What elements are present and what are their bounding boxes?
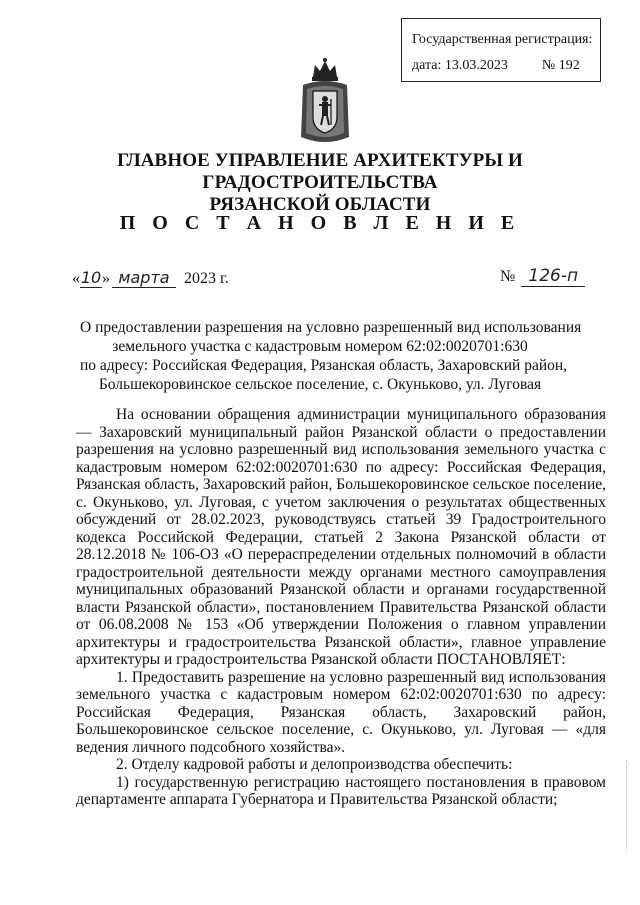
document-number-prefix: №: [500, 268, 516, 285]
registration-title: Государственная регистрация:: [412, 32, 593, 47]
document-number: [500, 266, 585, 287]
agency-line-1: ГЛАВНОЕ УПРАВЛЕНИЕ АРХИТЕКТУРЫ И ГРАДОСТРОИТЕЛЬСТВА: [117, 150, 523, 193]
item-2-paragraph: 2. Отделу кадровой работы и делопроизводства обеспечить:: [116, 756, 513, 773]
agency-line-2: РЯЗАНСКОЙ ОБЛАСТИ: [209, 194, 431, 215]
document-subject: [80, 318, 582, 394]
document-body: [76, 406, 606, 809]
agency-header: [0, 150, 640, 216]
document-number-handwritten: 126-п: [521, 266, 585, 287]
date-close-quote: »: [102, 270, 110, 287]
subject-line-1: О предоставлении разрешения на условно разрешенный вид использования: [80, 319, 582, 336]
date-year: 2023 г.: [184, 270, 229, 287]
scan-artifact-divider: [626, 760, 631, 850]
date-month-handwritten: марта: [112, 268, 176, 288]
registration-number: № 192: [541, 58, 580, 73]
item-2-1-paragraph: 1) государственную регистрацию настоящего постановления в правовом департаменте аппарата Губернатора и Правительства Рязанской области;: [76, 773, 606, 808]
document-type-title: П О С Т А Н О В Л Е Н И Е: [119, 212, 521, 234]
date-day-handwritten: 10: [80, 268, 102, 287]
preamble-paragraph: На основании обращения администрации муниципального образования — Захаровский муниципальный район Рязанской области о предоставлении разрешения на условно разрешенный вид использования земельного участка с кадастровым номером 62:02:0020701:630 по адресу: Российская Федерация, Рязанская область, Захаровский район, Большекоровинское сельское поселение, с. Окуньково, ул. Луговая, с учетом заключения о результатах общественных обсуждений от 28.02.2023, руководствуясь статьей 39 Градостроительного кодекса Российской Федерации, статьей 2 Закона Рязанской области от 28.12.2018 № 106-ОЗ «О перераспределении отдельных полномочий в области градостроительной деятельности между органами местного самоуправления муниципальных образований Рязанской области и органами государственной власти Рязанской области», постановлением Правительства Рязанской области от 06.08.2008 № 153 «Об утверждении Положения о главном управлении архитектуры и градостроительства Рязанской области», главное управление архитектуры и градостроительства Рязанской области ПОСТАНОВЛЯЕТ:: [76, 406, 606, 668]
subject-line-2: земельного участка с кадастровым номером 62:02:0020701:630: [112, 338, 528, 355]
coat-of-arms-icon: [299, 55, 351, 147]
registration-stamp-box: [401, 18, 601, 82]
date-open-quote: «: [72, 270, 80, 287]
document-date: [72, 268, 229, 288]
registration-date: дата: 13.03.2023: [412, 58, 508, 73]
subject-line-4: Большекоровинское сельское поселение, с. Окуньково, ул. Луговая: [98, 376, 542, 393]
item-1-paragraph: 1. Предоставить разрешение на условно разрешенный вид использования земельного участка с кадастровым номером 62:02:0020701:630 по адресу: Российская Федерация, Рязанская область, Захаровский район, Большекоровинское сельское поселение, с. Окуньково, ул. Луговая — «для ведения личного подсобного хозяйства».: [76, 668, 606, 756]
subject-line-3: по адресу: Российская Федерация, Рязанская область, Захаровский район,: [80, 357, 568, 374]
